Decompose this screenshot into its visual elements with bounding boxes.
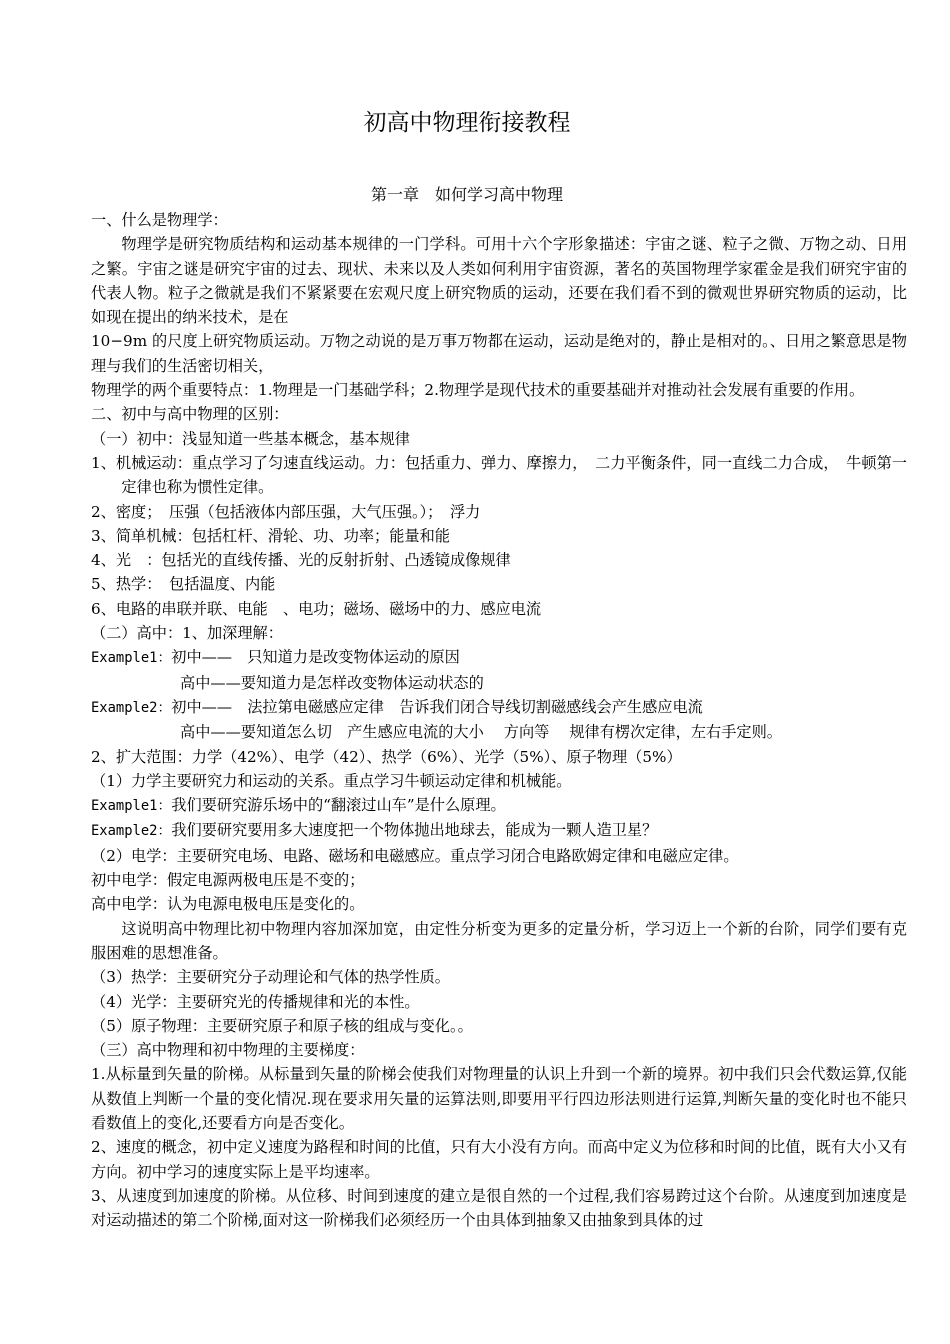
paragraph: 2、速度的概念，初中定义速度为路程和时间的比值，只有大小没有方向。而高中定义为位移和时间的比值，既有大小又有方向。初中学习的速度实际上是平均速率。 xyxy=(91,1138,907,1181)
example-line xyxy=(91,793,907,818)
example-line: 高中——要知道怎么切 产生感应电流的大小 方向等 规律有楞次定律，左右手定则。 xyxy=(180,723,782,742)
paragraph: （1）力学主要研究力和运动的关系。重点学习牛顿运动定律和机械能。 xyxy=(91,771,572,790)
paragraph: （2）电学：主要研究电场、电路、磁场和电磁感应。重点学习闭合电路欧姆定律和电磁应定律。 xyxy=(91,846,739,865)
example-line xyxy=(91,818,907,843)
paragraph: 初中电学：假定电源两极电压是不变的； xyxy=(91,871,365,890)
subsection-heading: （三）高中物理和初中物理的主要梯度： xyxy=(91,1041,365,1060)
paragraph: （5）原子物理：主要研究原子和原子核的组成与变化。。 xyxy=(91,1016,473,1035)
paragraph: 这说明高中物理比初中物理内容加深加宽，由定性分析变为更多的定量分析，学习迈上一个新的台阶，同学们要有克服困难的思想准备。 xyxy=(91,919,907,962)
section-heading: 二、初中与高中物理的区别： xyxy=(91,405,289,424)
list-item: 3、简单机械：包括杠杆、滑轮、功、功率；能量和能 xyxy=(91,526,450,545)
document-title: 初高中物理衔接教程 xyxy=(363,110,571,136)
example-text: 我们要研究要用多大速度把一个物体抛出地球去，能成为一颗人造卫星？ xyxy=(171,821,658,840)
list-item: 2、密度； 压强（包括液体内部压强，大气压强。）； 浮力 xyxy=(91,502,481,521)
paragraph: 高中电学：认为电源电极电压是变化的。 xyxy=(91,895,365,914)
list-item: 5、热学： 包括温度、内能 xyxy=(91,575,276,594)
paragraph: （4）光学：主要研究光的传播规律和光的本性。 xyxy=(91,992,420,1011)
paragraph: 1.从标量到矢量的阶梯。从标量到矢量的阶梯会使我们对物理量的认识上升到一个新的境界。初中我们只会代数运算,仅能从数值上判断一个量的变化情况.现在要求用矢量的运算法则,即要用平行四边形法则进行运算,判断矢量的变化时也不能只看数值上的变化,还要看方向是否变化。 xyxy=(91,1065,907,1132)
section-heading: 一、什么是物理学： xyxy=(91,211,228,229)
subsection-heading: （一）初中：浅显知道一些基本概念，基本规律 xyxy=(91,429,410,448)
paragraph: 物理学是研究物质结构和运动基本规律的一门学科。可用十六个字形象描述：宇宙之谜、粒子之微、万物之动、日用之繁。宇宙之谜是研究宇宙的过去、现状、未来以及人类如何利用宇宙资源，著名的英国物理学家霍金是我们研究宇宙的代表人物。粒子之微就是我们不紧紧要在宏观尺度上研究物质的运动，还要在我们看不到的微观世界研究物质的运动，比如现在提出的纳米技术，是在 xyxy=(91,235,907,327)
example-label: Example1： xyxy=(91,798,172,815)
example-text: 我们要研究游乐场中的“翻滚过山车”是什么原理。 xyxy=(171,796,506,815)
paragraph: 2、扩大范围：力学（42%）、电学（42）、热学（6%）、光学（5%）、原子物理（5%） xyxy=(91,747,682,766)
subsection-heading: （二）高中：1、加深理解： xyxy=(91,624,283,643)
example-label: Example2： xyxy=(91,699,172,716)
paragraph: 10−9m 的尺度上研究物质运动。万物之动说的是万事万物都在运动，运动是绝对的，静止是相对的。、日用之繁意思是物理与我们的生活密切相关， xyxy=(91,332,907,375)
chapter-heading: 第一章 如何学习高中物理 xyxy=(370,185,563,204)
paragraph: （3）热学：主要研究分子动理论和气体的热学性质。 xyxy=(91,968,450,987)
example-label: Example1： xyxy=(91,650,172,667)
list-item: 1、机械运动：重点学习了匀速直线运动。力：包括重力、弹力、摩擦力， 二力平衡条件，同一直线二力合成， 牛顿第一定律也称为惯性定律。 xyxy=(91,453,907,497)
paragraph: 3、从速度到加速度的阶梯。从位移、时间到速度的建立是很自然的一个过程,我们容易跨过这个台阶。从速度到加速度是对运动描述的第二个阶梯,面对这一阶梯我们必须经历一个由具体到抽象又由抽象到具体的过 xyxy=(91,1186,907,1230)
list-item: 4、光 ：包括光的直线传播、光的反射折射、凸透镜成像规律 xyxy=(91,551,511,570)
example-line xyxy=(91,695,907,720)
example-text: 初中—— 只知道力是改变物体运动的原因 xyxy=(171,648,460,667)
example-line xyxy=(91,645,907,670)
example-text: 初中—— 法拉第电磁感应定律 告诉我们闭合导线切割磁感线会产生感应电流 xyxy=(171,697,703,716)
list-item: 6、电路的串联并联、电能 、电功；磁场、磁场中的力、感应电流 xyxy=(91,599,542,618)
example-label: Example2： xyxy=(91,823,172,840)
example-line: 高中——要知道力是怎样改变物体运动状态的 xyxy=(180,673,484,692)
document-body xyxy=(91,208,907,1232)
paragraph: 物理学的两个重要特点：1.物理是一门基础学科；2.物理学是现代技术的重要基础并对推动社会发展有重要的作用。 xyxy=(91,381,865,400)
